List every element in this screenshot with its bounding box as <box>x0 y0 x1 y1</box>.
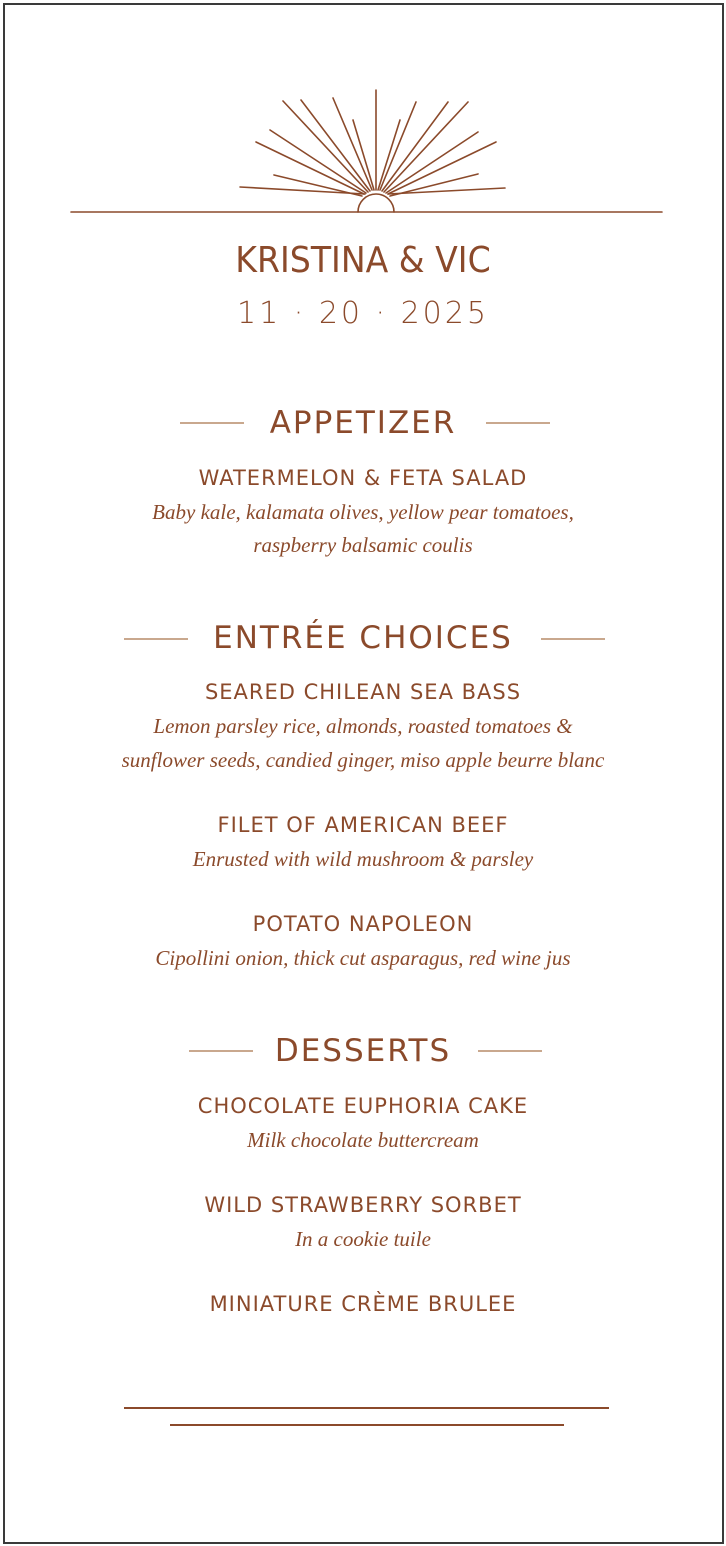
dish-description: Enrusted with wild mushroom & parsley <box>192 847 534 871</box>
dish-description: Milk chocolate buttercream <box>247 1128 479 1152</box>
dish-description: Baby kale, kalamata olives, yellow pear tomatoes, <box>152 500 574 524</box>
section-title-entree-choices: ENTRÉE CHOICES <box>213 620 513 656</box>
dish-name: FILET OF AMERICAN BEEF <box>217 813 509 837</box>
dish-description: Cipollini onion, thick cut asparagus, red wine jus <box>155 946 571 970</box>
section-rule-right <box>478 1050 542 1052</box>
dish-name: SEARED CHILEAN SEA BASS <box>204 680 522 704</box>
dish-description: sunflower seeds, candied ginger, miso apple beurre blanc <box>121 748 605 772</box>
sunburst-ornament-icon <box>0 0 726 230</box>
dish-name: CHOCOLATE EUPHORIA CAKE <box>197 1094 529 1118</box>
dish-name: WILD STRAWBERRY SORBET <box>204 1193 522 1217</box>
section-rule-right <box>541 638 605 640</box>
dish-name: POTATO NAPOLEON <box>252 912 474 936</box>
section-title-appetizer: APPETIZER <box>269 405 457 441</box>
bottom-rule-lower <box>170 1424 564 1426</box>
dish-name: WATERMELON & FETA SALAD <box>198 466 528 490</box>
dish-description: raspberry balsamic coulis <box>253 533 473 557</box>
bottom-rule-upper <box>124 1407 609 1409</box>
couple-names: KRISTINA & VIC <box>235 240 491 281</box>
wedding-date: 11 · 20 · 2025 <box>237 296 489 331</box>
dish-name: MINIATURE CRÈME BRULEE <box>209 1292 517 1316</box>
section-rule-right <box>486 422 550 424</box>
section-title-desserts: DESSERTS <box>274 1033 452 1069</box>
dish-description: Lemon parsley rice, almonds, roasted tomatoes & <box>153 714 573 738</box>
dish-description: In a cookie tuile <box>295 1227 431 1251</box>
